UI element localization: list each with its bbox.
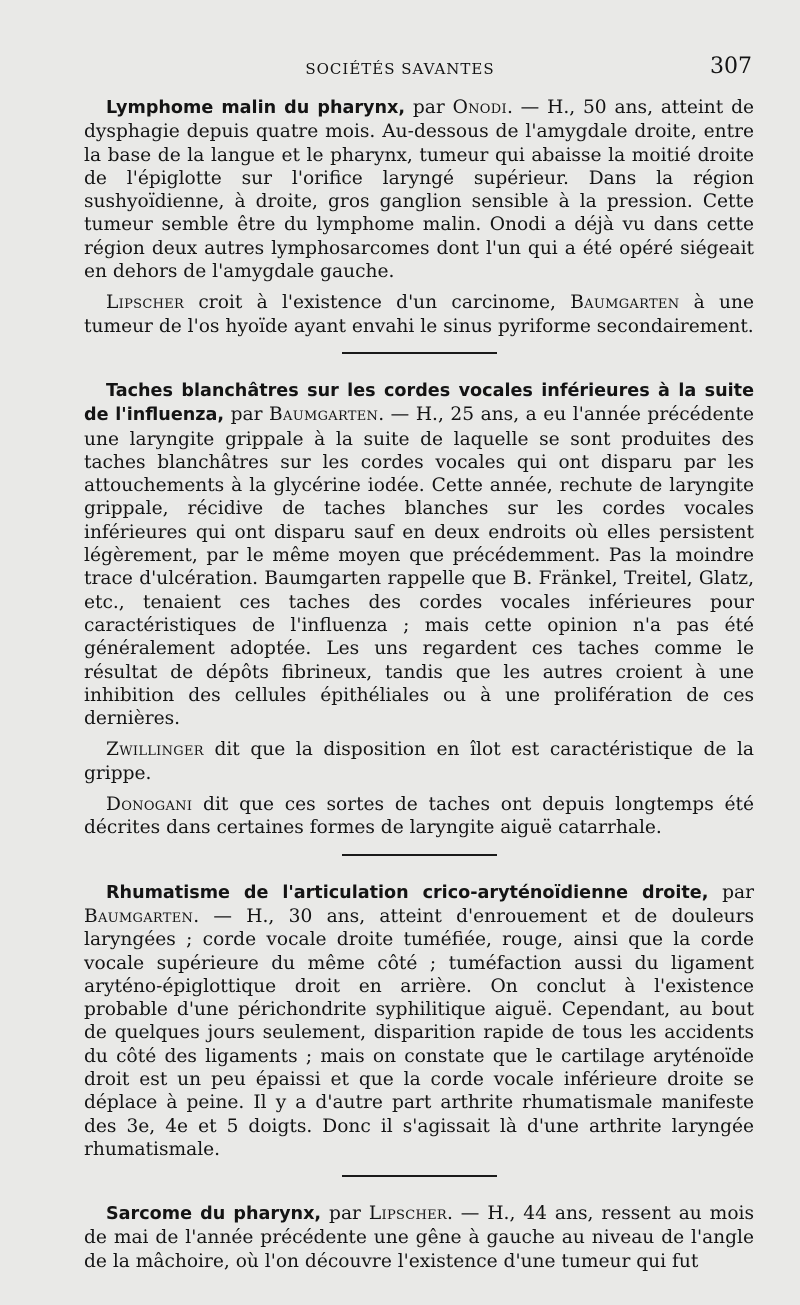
- section-paragraph: Lymphome malin du pharynx, par Onodi. — H., 50 ans, atteint de dysphagie depuis quatre mois. Au-dessous de l'amygdale droite, entre la base de la langue et le pharynx, tumeur qui abaisse la moitié droite de l'épiglotte sur l'orifice laryngé supérieur. Dans la région sushyoïdienne, à droite, gros ganglion sensible à la pression. Cette tumeur semble être du lymphome malin. Onodi a déjà vu dans cette région deux autres lymphosarcomes dont l'un qui a été opéré siégeait en dehors de l'amygdale gauche.: [84, 97, 754, 283]
- section-divider: [342, 854, 497, 856]
- section-paragraph: Rhumatisme de l'articulation crico-aryténoïdienne droite, par Baumgarten. — H., 30 ans, atteint d'enrouement et de douleurs laryngées ; corde vocale droite tuméfiée, rouge, ainsi que la corde vocale supérieure du même côté ; tuméfaction aussi du ligament aryténo-épiglottique droit en arrière. On conclut à l'existence probable d'une périchondrite syphilitique aiguë. Cependant, au bout de quelques jours seulement, disparition rapide de tous les accidents du côté des ligaments ; mais on constate que le cartilage aryténoïde droit est un peu épaissi et que la corde vocale inférieure droite se déplace à peine. Il y a d'autre part arthrite rhumatismale manifeste des 3e, 4e et 5 doigts. Donc il s'agissait là d'une arthrite laryngée rhumatismale.: [84, 881, 754, 1160]
- section-title: Taches blanchâtres sur les cordes vocales inférieures à la suite de l'influenza,: [84, 380, 754, 426]
- discussion-comment: Zwillinger dit que la disposition en îlot est caractéristique de la grippe.: [84, 739, 754, 784]
- section-title: Rhumatisme de l'articulation crico-aryténoïdienne droite,: [106, 882, 709, 903]
- section-divider: [342, 1175, 497, 1177]
- author-name: Baumgarten: [84, 905, 194, 927]
- author-name: Onodi: [452, 97, 507, 118]
- page-number: 307: [710, 54, 752, 79]
- section-sarcome: [84, 1202, 754, 1273]
- commenter-name: Lipscher: [106, 292, 185, 314]
- article-body: [84, 96, 754, 1273]
- section-paragraph: Taches blanchâtres sur les cordes vocales inférieures à la suite de l'influenza, par Baumgarten. — H., 25 ans, a eu l'année précédente une laryngite grippale à la suite de laquelle se sont produites des taches blanchâtres sur les cordes vocales qui ont disparu par les attouchements à la glycérine iodée. Cette année, rechute de laryngite grippale, récidive de taches blanches sur les cordes vocales inférieures qui ont disparu sauf en deux endroits où elles persistent légèrement, par le même moyen que précédemment. Pas la moindre trace d'ulcération. Baumgarten rappelle que B. Fränkel, Treitel, Glatz, etc., tenaient ces taches des cordes vocales inférieures pour caractéristiques de l'influenza ; mais cette opinion n'a pas été généralement adoptée. Les uns regardent ces taches comme le résultat de dépôts fibrineux, tandis que les autres croient à une inhibition des cellules épithéliales ou à une prolifération de ces dernières.: [84, 380, 754, 730]
- section-taches: [84, 379, 754, 840]
- section-divider: [342, 352, 497, 354]
- commenter-name: Donogani: [106, 794, 193, 816]
- discussion-comment: Lipscher croit à l'existence d'un carcinome, Baumgarten à une tumeur de l'os hyoïde ayant envahi le sinus pyriforme secondairement.: [84, 292, 754, 337]
- commenter-name: Zwillinger: [106, 739, 204, 761]
- commenter-name: Baumgarten: [570, 292, 680, 314]
- discussion-comment: Donogani dit que ces sortes de taches ont depuis longtemps été décrites dans certaines formes de laryngite aiguë catarrhale.: [84, 794, 754, 839]
- section-title: Lymphome malin du pharynx,: [106, 98, 406, 118]
- section-paragraph: Sarcome du pharynx, par Lipscher. — H., 44 ans, ressent au mois de mai de l'année précédente une gêne à gauche au niveau de l'angle de la mâchoire, où l'on découvre l'existence d'une tumeur qui fut: [84, 1203, 754, 1272]
- section-text: . — H., 25 ans, a eu l'année précédente une laryngite grippale à la suite de laquelle se sont produites des taches blanchâtres sur les cordes vocales qui ont disparu par les attouchements à la glycérine iodée. Cette année, rechute de laryngite grippale, récidive de taches blanches sur les cordes vocales inférieures qui ont disparu sauf en deux endroits où elles persistent légèrement, par le même moyen que précédemment. Pas la moindre trace d'ulcération. Baumgarten rappelle que B. Fränkel, Treitel, Glatz, etc., tenaient ces taches des cordes vocales inférieures pour caractéristiques de l'influenza ; mais cette opinion n'a pas été généralement adoptée. Les uns regardent ces taches comme le résultat de dépôts fibrineux, tandis que les autres croient à une inhibition des cellules épithéliales ou à une prolifération de ces dernières.: [84, 404, 754, 730]
- section-title: Sarcome du pharynx,: [106, 1204, 322, 1225]
- running-head: [0, 54, 800, 88]
- section-text: . — H., 50 ans, atteint de dysphagie depuis quatre mois. Au-dessous de l'amygdale droite, entre la base de la langue et le pharynx, tumeur qui abaisse la moitié droite de l'épiglotte sur l'orifice laryngé supérieur. Dans la région sushyoïdienne, à droite, gros ganglion sensible à la pression. Cette tumeur semble être du lymphome malin. Onodi a déjà vu dans cette région deux autres lymphosarcomes dont l'un qui a été opéré siégeait en dehors de l'amygdale gauche.: [84, 97, 754, 283]
- section-text: . — H., 30 ans, atteint d'enrouement et de douleurs laryngées ; corde vocale droite tuméfiée, rouge, ainsi que la corde vocale supérieure du même côté ; tuméfaction aussi du ligament aryténo-épiglottique droit en arrière. On conclut à l'existence probable d'une périchondrite syphilitique aiguë. Cependant, au bout de quelques jours seulement, disparition rapide de tous les accidents du côté des ligaments ; mais on constate que le cartilage aryténoïde droit est un peu épaissi et que la corde vocale inférieure droite se déplace à peine. Il y a d'autre part arthrite rhumatismale manifeste des 3e, 4e et 5 doigts. Donc il s'agissait là d'une arthrite laryngée rhumatismale.: [84, 905, 754, 1160]
- running-head-title: SOCIÉTÉS SAVANTES: [305, 60, 495, 78]
- section-text: . — H., 44 ans, ressent au mois de mai de l'année précédente une gêne à gauche au niveau de l'angle de la mâchoire, où l'on découvre l'existence d'une tumeur qui fut: [84, 1203, 754, 1272]
- section-lymphome: [84, 96, 754, 338]
- author-name: Baumgarten: [269, 404, 379, 426]
- section-rhumatisme: [84, 881, 754, 1162]
- author-name: Lipscher: [368, 1203, 447, 1225]
